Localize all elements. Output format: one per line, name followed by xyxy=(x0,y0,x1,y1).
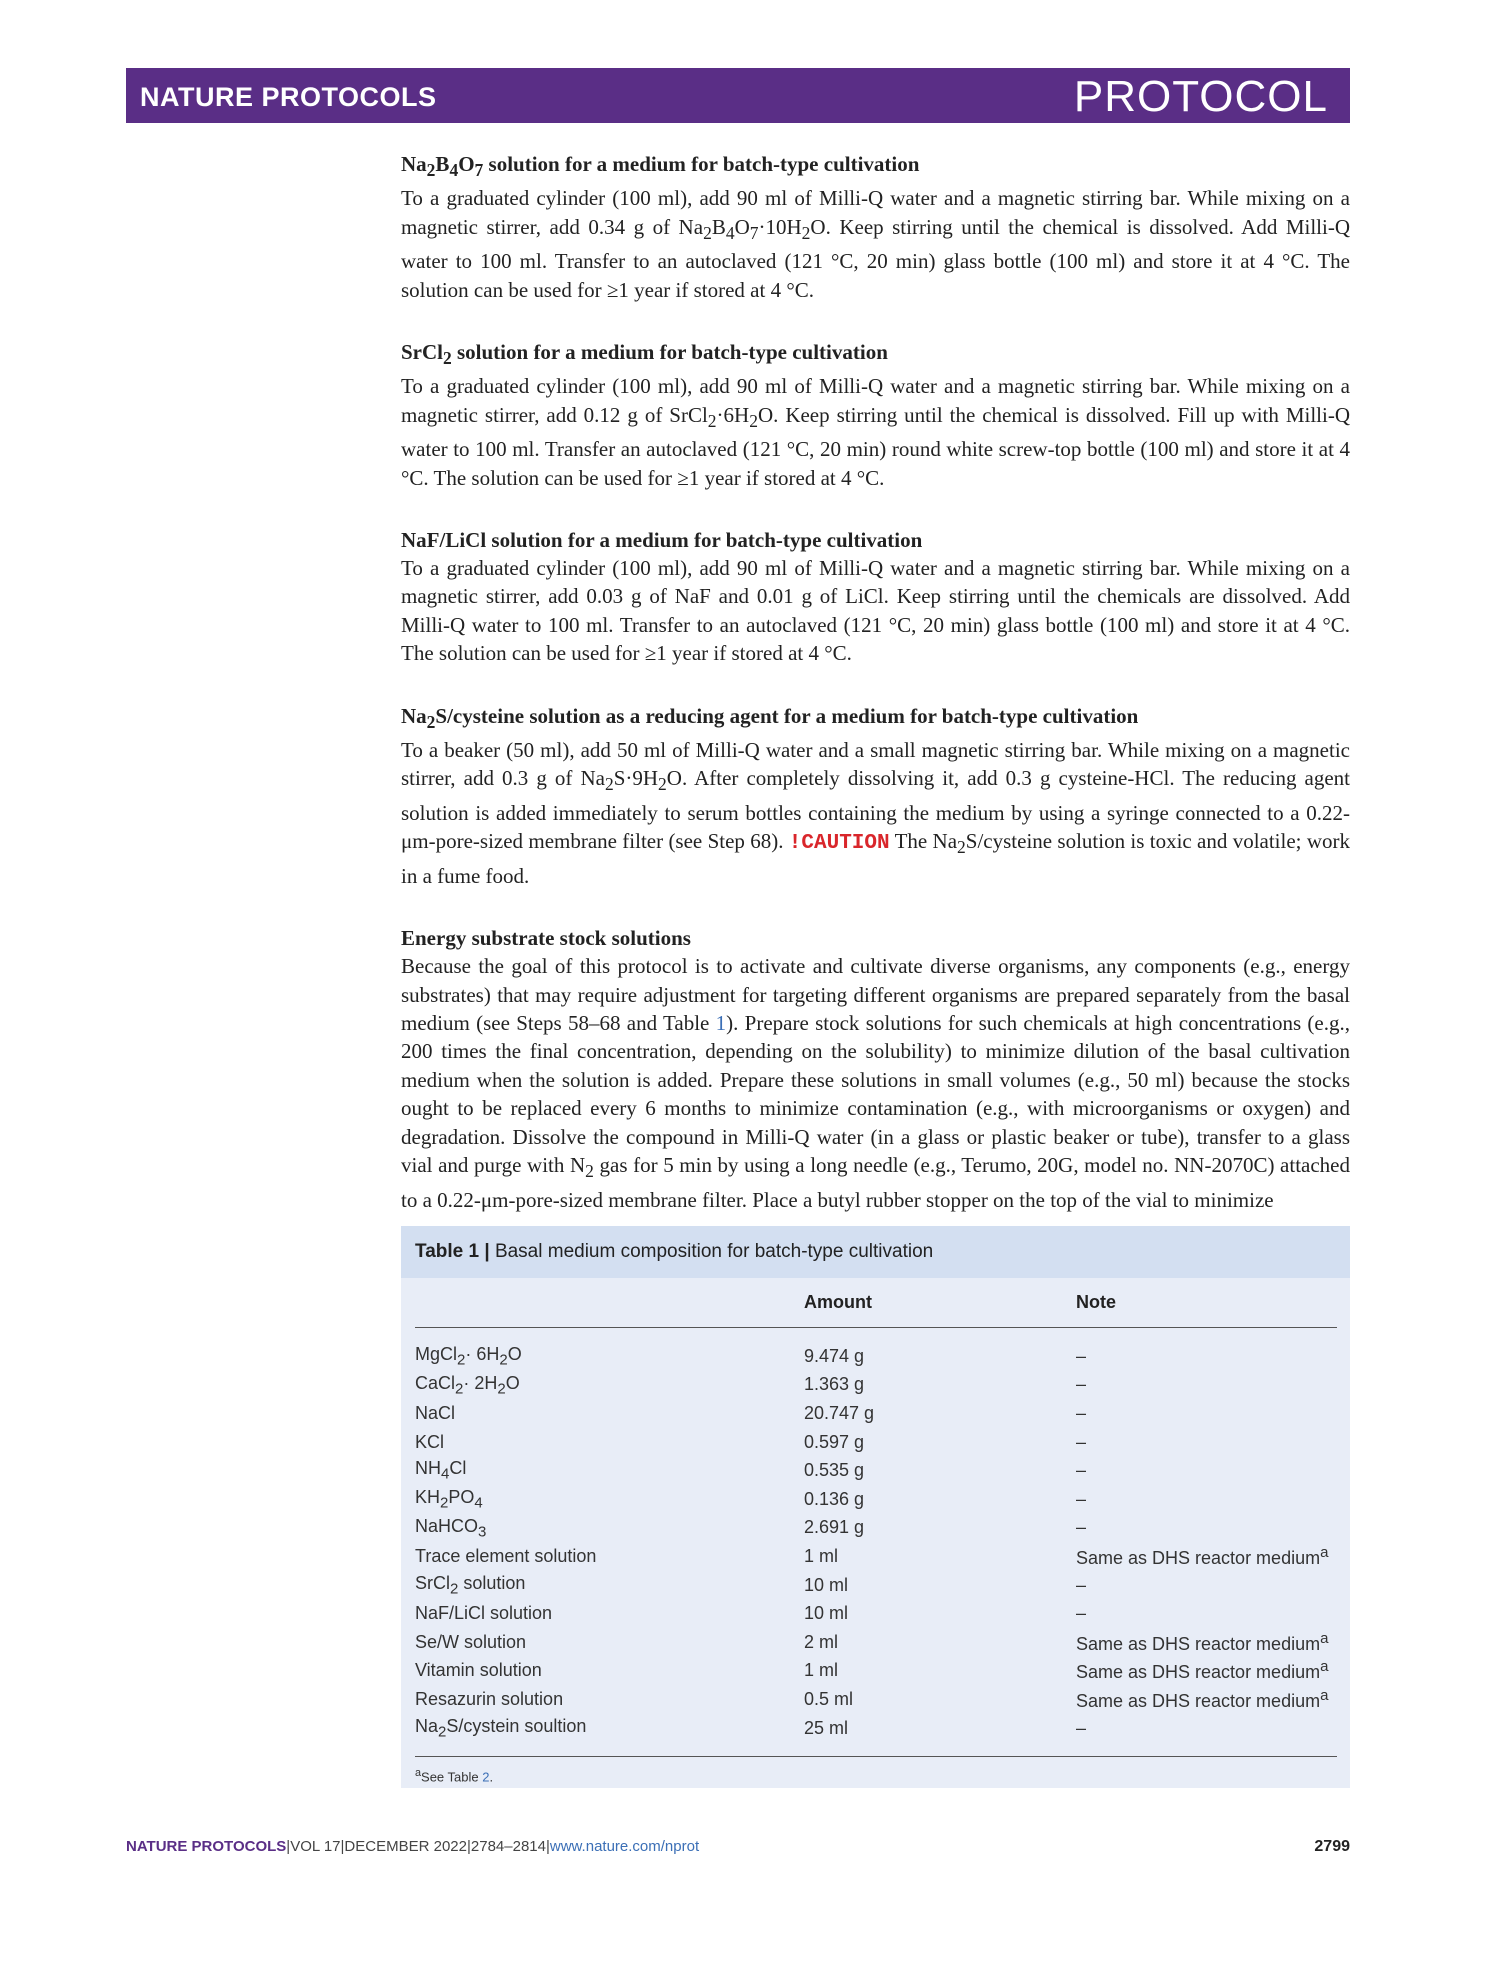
column-header-amount: Amount xyxy=(804,1278,1076,1328)
amount-cell: 0.535 g xyxy=(804,1460,865,1481)
note-cell: – xyxy=(1076,1603,1087,1624)
amount-cell: 25 ml xyxy=(804,1714,1076,1757)
component-cell: $Na_2S$/cystein soultion xyxy=(415,1714,804,1757)
column-header-component xyxy=(415,1278,804,1328)
protocol-section xyxy=(401,702,1350,891)
component-cell: Resazurin solution xyxy=(415,1688,564,1709)
journal-name: NATURE PROTOCOLS xyxy=(140,82,437,112)
protocol-section xyxy=(401,338,1350,492)
amount-cell: 10 ml xyxy=(804,1574,849,1595)
table-header-row xyxy=(415,1278,1337,1328)
table-row xyxy=(415,1514,1337,1543)
table-row xyxy=(415,1456,1337,1485)
section-body: To a graduated cylinder (100 ml), add 90 ml of Milli-Q water and a magnetic stirring bar. While mixing on a magnetic stirrer, add 0.03 g of NaF and 0.01 g of LiCl. Keep stirring until the chemicals are dissolved. Add Milli-Q water to 100 ml. Transfer to an autoclaved (121 °C, 20 min) glass bottle (100 ml) and store it at 4 °C. The solution can be used for ≥1 year if stored at 4 °C. xyxy=(401,556,1350,666)
amount-cell: 9.474 g xyxy=(804,1345,865,1366)
component-cell: NaHCO$_3$ xyxy=(415,1515,487,1541)
footer-volume: VOL 17 xyxy=(290,1838,341,1855)
section-body: Because the goal of this protocol is to activate and cultivate diverse organisms, any components (e.g., energy substrates) that may require adjustment for targeting different organisms are prepared separately from the basal medium (see Steps 58–68 and Table 1). Prepare stock solutions for such chemicals at high concentrations (e.g., 200 times the final concentration, depending on the solubility) to minimize dilution of the basal cultivation medium when the solution is added. Prepare these solutions in small volumes (e.g., 50 ml) because the stocks ought to be replaced every 6 months to minimize contamination (e.g., with microorganisms or oxygen) and degradation. Dissolve the compound in Milli-Q water (in a glass or plastic beaker or tube), transfer to a glass vial and purge with $N_2$ gas for 5 min by using a long needle (e.g., Terumo, 20G, model no. NN-2070C) attached to a 0.22-μm-pore-sized membrane filter. Place a butyl rubber stopper on the top of the vial to minimize xyxy=(401,954,1351,1212)
note-cell: Same as DHS reactor medium$^a$ xyxy=(1076,1686,1329,1711)
note-cell: – xyxy=(1076,1714,1337,1757)
table-row xyxy=(415,1328,1337,1371)
section-heading: $Na_2S$/cysteine solution as a reducing agent for a medium for batch-type cultivation xyxy=(401,703,1139,732)
table-row xyxy=(415,1714,1337,1757)
amount-cell: 10 ml xyxy=(804,1603,849,1624)
component-cell: $KH_2PO_4$ xyxy=(415,1486,483,1512)
section-heading: Energy substrate stock solutions xyxy=(401,926,691,951)
table-row xyxy=(415,1371,1337,1400)
protocol-section xyxy=(401,150,1350,304)
amount-cell: 20.747 g xyxy=(804,1402,875,1423)
protocol-section xyxy=(401,924,1350,1214)
component-cell: NaF/LiCl solution xyxy=(415,1603,553,1624)
note-cell: – xyxy=(1076,1460,1087,1481)
note-cell: – xyxy=(1076,1488,1087,1509)
section-body: To a graduated cylinder (100 ml), add 90 ml of Milli-Q water and a magnetic stirring bar. While mixing on a magnetic stirrer, add 0.34 g of $Na_2B_4O_7\cdot 10H_2O$. Keep stirring until the chemical is dissolved. Add Milli-Q water to 100 ml. Transfer to an autoclaved (121 °C, 20 min) glass bottle (100 ml) and store it at 4 °C. The solution can be used for ≥1 year if stored at 4 °C. xyxy=(401,186,1350,302)
amount-cell: 2.691 g xyxy=(804,1517,865,1538)
section-heading: SrCl$_2$ solution for a medium for batch-type cultivation xyxy=(401,340,888,369)
amount-cell: 0.5 ml xyxy=(804,1688,854,1709)
page-number: 2799 xyxy=(1314,1838,1350,1855)
table-label: Table 1 | xyxy=(415,1241,490,1262)
composition-table xyxy=(415,1278,1337,1757)
table-1 xyxy=(401,1226,1350,1788)
amount-cell: 1 ml xyxy=(804,1660,839,1681)
amount-cell: 0.597 g xyxy=(804,1431,865,1452)
note-cell: Same as DHS reactor medium$^a$ xyxy=(1076,1543,1329,1568)
footer-journal: NATURE PROTOCOLS xyxy=(126,1838,287,1855)
amount-cell: 1 ml xyxy=(804,1545,839,1566)
note-cell: Same as DHS reactor medium$^a$ xyxy=(1076,1629,1329,1654)
table-row xyxy=(415,1428,1337,1457)
table-caption: Basal medium composition for batch-type cultivation xyxy=(494,1241,934,1262)
note-cell: – xyxy=(1076,1431,1087,1452)
section-body: To a beaker (50 ml), add 50 ml of Milli-Q water and a small magnetic stirring bar. While mixing on a magnetic stirrer, add 0.3 g of $Na_2S\cdot 9H_2O$. After completely dissolving it, add 0.3 g cysteine-HCl. The reducing agent solution is added immediately to serum bottles containing the medium by using a syringe connected to a 0.22-μm-pore-sized membrane filter (see Step 68). !CAUTION The $Na_2S$/cysteine solution is toxic and volatile; work in a fume food. xyxy=(401,737,1350,888)
component-cell: NaCl xyxy=(415,1402,456,1423)
component-cell: Trace element solution xyxy=(415,1545,597,1566)
note-cell: Same as DHS reactor medium$^a$ xyxy=(1076,1658,1329,1683)
article-type: PROTOCOL xyxy=(1073,72,1328,121)
component-cell: Se/W solution xyxy=(415,1631,527,1652)
note-cell: – xyxy=(1076,1574,1087,1595)
section-heading: $Na_2B_4O_7$ solution for a medium for batch-type cultivation xyxy=(401,152,920,181)
amount-cell: 0.136 g xyxy=(804,1488,865,1509)
note-cell: – xyxy=(1076,1402,1087,1423)
column-header-note: Note xyxy=(1076,1278,1337,1328)
component-cell: SrCl$_2$ solution xyxy=(415,1572,526,1598)
note-cell: – xyxy=(1076,1374,1087,1395)
table-row xyxy=(415,1399,1337,1428)
footer-url-link[interactable]: www.nature.com/nprot xyxy=(549,1838,700,1855)
table-row xyxy=(415,1657,1337,1686)
table-footnote: $^a$See Table 2. xyxy=(415,1767,494,1785)
section-heading: NaF/LiCl solution for a medium for batch-type cultivation xyxy=(401,528,923,552)
note-cell: – xyxy=(1076,1517,1087,1538)
component-cell: $NH_4Cl$ xyxy=(415,1458,467,1483)
journal-header-bar xyxy=(126,68,1350,123)
component-cell: CaCl$_2$· $2H_2O$ xyxy=(415,1372,520,1398)
table-row xyxy=(415,1571,1337,1600)
protocol-section xyxy=(401,526,1350,668)
table-row xyxy=(415,1485,1337,1514)
table-row xyxy=(415,1599,1337,1628)
main-content xyxy=(401,150,1350,1248)
section-body: To a graduated cylinder (100 ml), add 90 ml of Milli-Q water and a magnetic stirring bar. While mixing on a magnetic stirrer, add 0.12 g of $SrCl_2\cdot 6H_2O$. Keep stirring until the chemical is dissolved. Fill up with Milli-Q water to 100 ml. Transfer an autoclaved (121 °C, 20 min) round white screw-top bottle (100 ml) and store it at 4 °C. The solution can be used for ≥1 year if stored at 4 °C. xyxy=(401,374,1350,490)
table-row xyxy=(415,1628,1337,1657)
footer-pages: 2784–2814 xyxy=(470,1838,546,1855)
component-cell: Vitamin solution xyxy=(415,1660,542,1681)
table-row xyxy=(415,1685,1337,1714)
page-footer: NATURE PROTOCOLS|VOL 17|DECEMBER 2022|2784–2814|www.nature.com/nprot 2799 xyxy=(126,1838,1350,1855)
amount-cell: 2 ml xyxy=(804,1631,839,1652)
table-title xyxy=(401,1226,1350,1278)
table-row xyxy=(415,1542,1337,1571)
amount-cell: 1.363 g xyxy=(804,1374,865,1395)
component-cell: KCl xyxy=(415,1431,445,1452)
note-cell: – xyxy=(1076,1345,1087,1366)
footer-date: DECEMBER 2022 xyxy=(344,1838,467,1855)
component-cell: MgCl$_2$· $6H_2O$ xyxy=(415,1344,522,1369)
